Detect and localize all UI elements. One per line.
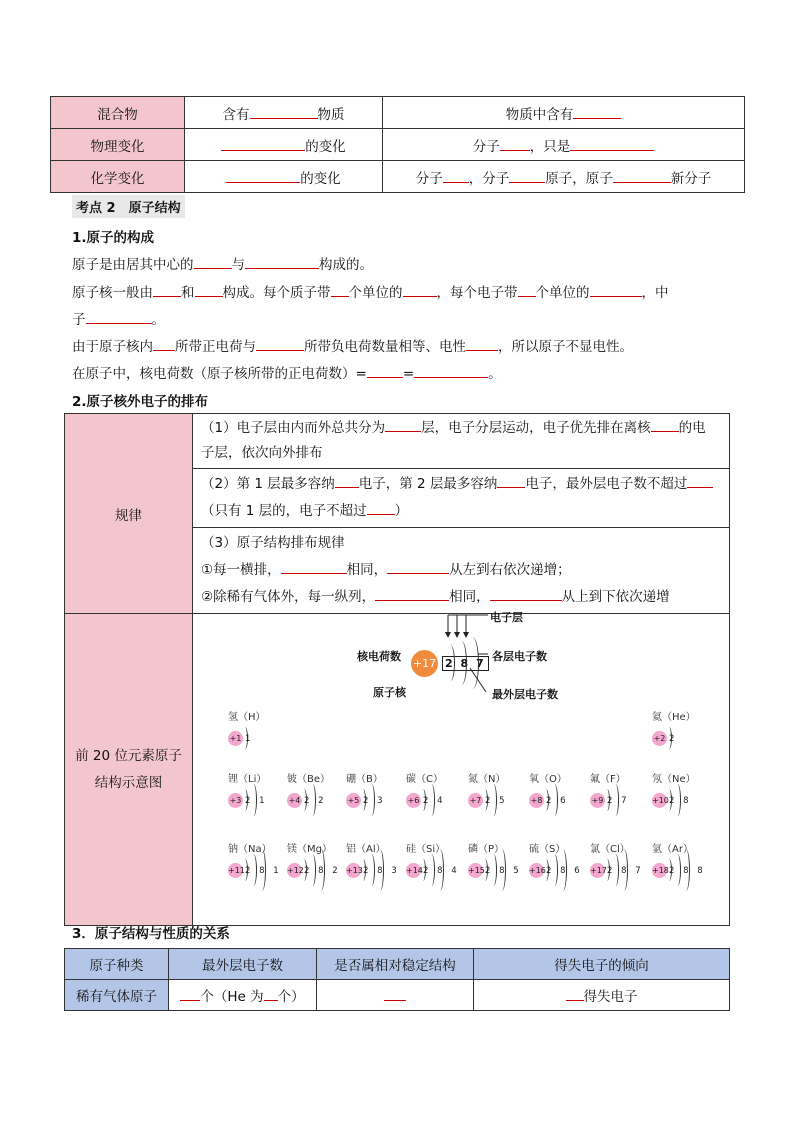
subheading: 2.原子核外电子的排布 <box>72 394 209 410</box>
answer-blank[interactable] <box>687 473 713 488</box>
answer-blank[interactable] <box>414 363 488 378</box>
nucleus-circle: +17 <box>411 650 438 677</box>
answer-blank[interactable] <box>331 282 349 297</box>
atom-electrons: 2 8 5 <box>485 866 522 876</box>
atom-name: 硼（B） <box>346 774 383 785</box>
atom-name: 铍（Be） <box>287 774 331 785</box>
atom-electrons: 2 1 <box>245 796 268 806</box>
atom-name: 锂（Li） <box>228 774 267 785</box>
atom-nucleus: +17 <box>590 863 605 878</box>
answer-blank[interactable] <box>443 168 469 183</box>
atom-nucleus: +11 <box>228 863 243 878</box>
atom-name: 铝（Al） <box>346 844 386 855</box>
atom-nucleus: +12 <box>287 863 302 878</box>
col-header: 是否属相对稳定结构 <box>317 949 474 980</box>
answer-blank[interactable] <box>256 336 304 351</box>
answer-blank[interactable] <box>509 168 545 183</box>
electron-counts: 2 8 7 <box>442 656 489 671</box>
answer-blank[interactable] <box>335 473 359 488</box>
answer-blank[interactable] <box>518 282 536 297</box>
atom-nucleus: +18 <box>652 863 667 878</box>
legend-charge-label: 核电荷数 <box>357 650 401 663</box>
subheading: 3．原子结构与性质的关系 <box>72 926 230 942</box>
cell <box>317 980 474 1011</box>
answer-blank[interactable] <box>651 417 679 432</box>
answer-blank[interactable] <box>570 136 654 151</box>
cell: 分子 ，只是 <box>383 129 745 161</box>
atom-electrons: 2 8 1 <box>245 866 282 876</box>
atom-name: 碳（C） <box>406 774 443 785</box>
answer-blank[interactable] <box>573 104 621 119</box>
col-header: 最外层电子数 <box>169 949 317 980</box>
cell: 物质中含有 <box>383 97 745 129</box>
answer-blank[interactable] <box>385 417 421 432</box>
atom-nucleus: +7 <box>468 793 483 808</box>
answer-blank[interactable] <box>221 136 305 151</box>
text-line: 原子核一般由 和 构成。每个质子带 个单位的 ，每个电子带 个单位的 ，中 <box>72 281 669 301</box>
atom-nucleus: +8 <box>529 793 544 808</box>
atom-name: 氖（Ne） <box>652 774 696 785</box>
rule-cell: （3）原子结构排布规律 ①每一横排， 相同， 从左到右依次递增； ②除稀有气体外，每一纵列， 相同， 从上到下依次递增 <box>193 528 730 614</box>
cell: 个（He 为 个） <box>169 980 317 1011</box>
subheading: 1.原子的构成 <box>72 230 155 246</box>
atom-nucleus: +15 <box>468 863 483 878</box>
atom-electrons: 2 7 <box>607 796 630 806</box>
answer-blank[interactable] <box>466 336 498 351</box>
atom-name: 磷（P） <box>468 844 505 855</box>
electron-arrangement-table <box>64 413 730 926</box>
answer-blank[interactable] <box>153 282 181 297</box>
atom-electrons: 2 8 4 <box>423 866 460 876</box>
answer-blank[interactable] <box>384 986 406 1001</box>
atom-electrons: 2 8 6 <box>546 866 583 876</box>
atom-name: 硅（Si） <box>406 844 446 855</box>
atom-nucleus: +3 <box>228 793 243 808</box>
atom-electrons: 2 8 7 <box>607 866 644 876</box>
atom-name: 氢（H） <box>228 712 266 723</box>
answer-blank[interactable] <box>281 559 347 574</box>
atom-nucleus: +16 <box>529 863 544 878</box>
answer-blank[interactable] <box>180 986 200 1001</box>
atom-nucleus: +13 <box>346 863 361 878</box>
atom-name: 氦（He） <box>652 712 696 723</box>
answer-blank[interactable] <box>250 104 318 119</box>
atom-electrons: 2 8 3 <box>363 866 400 876</box>
row-label: 稀有气体原子 <box>65 980 169 1011</box>
atom-nucleus: +2 <box>652 731 667 746</box>
mixture-change-table <box>50 96 745 193</box>
row-label: 物理变化 <box>51 129 185 161</box>
rule-label: 规律 <box>65 414 193 614</box>
col-header: 原子种类 <box>65 949 169 980</box>
answer-blank[interactable] <box>86 309 152 324</box>
section-heading: 考点 2 原子结构 <box>72 195 185 218</box>
atom-name: 镁（Mg） <box>287 844 332 855</box>
atom-electrons: 2 2 <box>304 796 327 806</box>
atom-nucleus: +10 <box>652 793 667 808</box>
answer-blank[interactable] <box>195 282 223 297</box>
atom-nucleus: +9 <box>590 793 605 808</box>
atom-electrons: 2 8 8 <box>669 866 706 876</box>
atom-nucleus: +5 <box>346 793 361 808</box>
answer-blank[interactable] <box>490 586 562 601</box>
text-line: 子 。 <box>72 308 165 328</box>
atom-electrons: 1 <box>245 734 254 744</box>
atom-nucleus: +6 <box>406 793 421 808</box>
atom-electrons: 2 4 <box>423 796 446 806</box>
atom-name: 氮（N） <box>468 774 506 785</box>
cell: 的变化 <box>185 129 383 161</box>
cell: 的变化 <box>185 161 383 193</box>
answer-blank[interactable] <box>566 986 584 1001</box>
structure-property-table <box>64 948 730 1011</box>
legend-counts-label: 各层电子数 <box>492 650 547 663</box>
answer-blank[interactable] <box>497 473 525 488</box>
answer-blank[interactable] <box>375 586 449 601</box>
answer-blank[interactable] <box>500 136 530 151</box>
legend-nucleus-label: 原子核 <box>373 686 406 699</box>
legend-shell-label: 电子层 <box>490 611 523 624</box>
answer-blank[interactable] <box>245 254 319 269</box>
answer-blank[interactable] <box>613 168 671 183</box>
rule-cell: （2）第 1 层最多容纳 电子，第 2 层最多容纳 电子，最外层电子数不超过 （只有 1 层的，电子不超过 ） <box>193 469 730 528</box>
atom-electrons: 2 8 <box>669 796 692 806</box>
answer-blank[interactable] <box>226 168 300 183</box>
answer-blank[interactable] <box>153 336 175 351</box>
atom-electrons: 2 8 2 <box>304 866 341 876</box>
legend-outer-label: 最外层电子数 <box>492 688 558 701</box>
atom-electrons: 2 6 <box>546 796 569 806</box>
row-label: 化学变化 <box>51 161 185 193</box>
atom-electrons: 2 <box>669 734 678 744</box>
text-line: 在原子中，核电荷数（原子核所带的正电荷数）= = 。 <box>72 362 502 382</box>
diagram-label: 前 20 位元素原子 结构示意图 <box>65 614 193 926</box>
atom-nucleus: +4 <box>287 793 302 808</box>
atom-nucleus: +1 <box>228 731 243 746</box>
answer-blank[interactable] <box>367 500 395 515</box>
atom-name: 氟（F） <box>590 774 626 785</box>
legend-arrows <box>440 610 500 710</box>
text-line: 原子是由居其中心的 与 构成的。 <box>72 253 373 273</box>
row-label: 混合物 <box>51 97 185 129</box>
atom-electrons: 2 3 <box>363 796 386 806</box>
col-header: 得失电子的倾向 <box>474 949 730 980</box>
rule-cell: （1）电子层由内而外总共分为 层，电子分层运动，电子优先排在离核 的电 子层，依次向外排布 <box>193 414 730 469</box>
atom-name: 氩（Ar） <box>652 844 693 855</box>
cell: 分子 ，分子 原子，原子 新分子 <box>383 161 745 193</box>
atom-name: 硫（S） <box>529 844 566 855</box>
answer-blank[interactable] <box>367 363 403 378</box>
answer-blank[interactable] <box>264 986 278 1001</box>
atom-name: 钠（Na） <box>228 844 272 855</box>
text-line: 由于原子核内 所带正电荷与 所带负电荷数量相等、电性 ，所以原子不显电性。 <box>72 335 633 355</box>
answer-blank[interactable] <box>387 559 449 574</box>
answer-blank[interactable] <box>403 282 437 297</box>
atom-nucleus: +14 <box>406 863 421 878</box>
answer-blank[interactable] <box>590 282 642 297</box>
cell: 含有 物质 <box>185 97 383 129</box>
atom-name: 氧（O） <box>529 774 567 785</box>
atom-electrons: 2 5 <box>485 796 508 806</box>
answer-blank[interactable] <box>194 254 232 269</box>
atom-name: 氯（Cl） <box>590 844 630 855</box>
cell: 得失电子 <box>474 980 730 1011</box>
